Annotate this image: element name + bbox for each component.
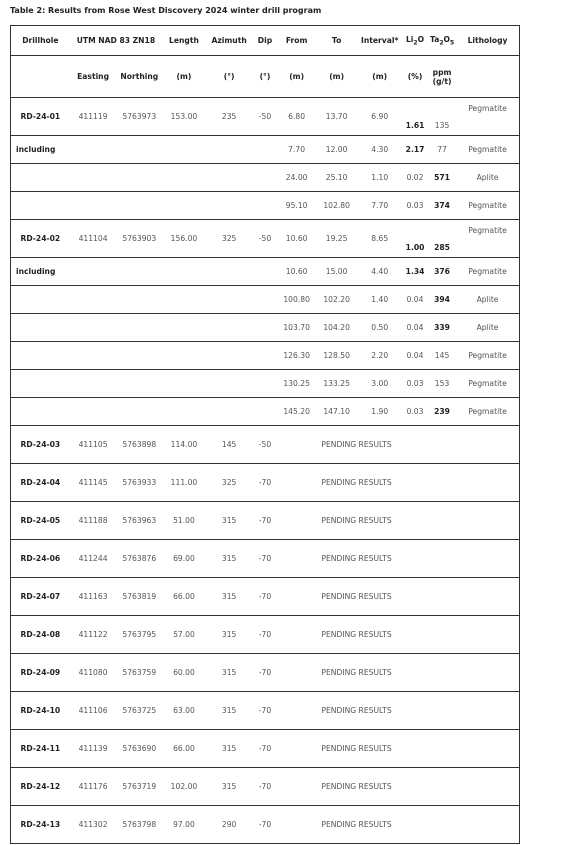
drillhole-cell: RD-24-03 [11, 426, 70, 464]
drillhole-cell: RD-24-01 [11, 98, 70, 136]
units-ta2o5: ppm (g/t) [428, 56, 456, 98]
table-row [11, 220, 520, 258]
ta2o5-cell: 394 [428, 286, 456, 314]
li2o-cell: 1.34 [402, 258, 428, 286]
ta2o5-cell: 374 [428, 192, 456, 220]
pending-rows [11, 426, 520, 844]
table-row [11, 164, 520, 192]
li2o-cell: 0.04 [402, 286, 428, 314]
header-row [11, 26, 520, 56]
easting-cell: 411145 [70, 464, 117, 502]
from-cell: 10.60 [277, 220, 315, 258]
table-row [11, 654, 520, 692]
pending-status: PENDING RESULTS [277, 806, 519, 844]
length-cell: 66.00 [162, 730, 206, 768]
ta2o5-cell: 239 [428, 398, 456, 426]
length-cell: 57.00 [162, 616, 206, 654]
units-northing: Northing [116, 56, 162, 98]
header-utm: UTM NAD 83 ZN18 [70, 26, 162, 56]
easting-cell: 411188 [70, 502, 117, 540]
length-cell: 97.00 [162, 806, 206, 844]
northing-cell: 5763719 [116, 768, 162, 806]
drillhole-cell: RD-24-06 [11, 540, 70, 578]
pending-status: PENDING RESULTS [277, 502, 519, 540]
easting-cell: 411106 [70, 692, 117, 730]
units-interval: (m) [357, 56, 402, 98]
units-length: (m) [162, 56, 206, 98]
easting-cell: 411302 [70, 806, 117, 844]
to-cell: 25.10 [316, 164, 358, 192]
interval-cell: 4.30 [357, 136, 402, 164]
from-cell: 126.30 [277, 342, 315, 370]
northing-cell: 5763963 [116, 502, 162, 540]
to-cell: 128.50 [316, 342, 358, 370]
length-cell: 51.00 [162, 502, 206, 540]
ta2o5-cell: 376 [428, 258, 456, 286]
dip-cell: -70 [253, 806, 278, 844]
table-row [11, 426, 520, 464]
including-label: including [11, 136, 278, 164]
pending-status: PENDING RESULTS [277, 730, 519, 768]
interval-cell: 8.65 [357, 220, 402, 258]
azimuth-cell: 145 [206, 426, 253, 464]
li2o-cell: 0.03 [402, 192, 428, 220]
table-row [11, 730, 520, 768]
empty-cell [11, 164, 278, 192]
to-cell: 147.10 [316, 398, 358, 426]
li2o-cell: 0.03 [402, 398, 428, 426]
northing-cell: 5763933 [116, 464, 162, 502]
pending-status: PENDING RESULTS [277, 426, 519, 464]
from-cell: 100.80 [277, 286, 315, 314]
azimuth-cell: 315 [206, 502, 253, 540]
ta2o5-cell: 571 [428, 164, 456, 192]
interval-cell: 6.90 [357, 98, 402, 136]
azimuth-cell: 235 [206, 98, 253, 136]
table-row [11, 192, 520, 220]
lithology-cell: Aplite [456, 314, 519, 342]
header-li2o: $Li_2O$ [402, 26, 428, 56]
header-drillhole: Drillhole [11, 26, 70, 56]
to-cell: 13.70 [316, 98, 358, 136]
from-cell: 145.20 [277, 398, 315, 426]
northing-cell: 5763898 [116, 426, 162, 464]
to-cell: 102.80 [316, 192, 358, 220]
from-cell: 103.70 [277, 314, 315, 342]
lithology-cell: Aplite [456, 164, 519, 192]
drillhole-cell: RD-24-05 [11, 502, 70, 540]
length-cell: 60.00 [162, 654, 206, 692]
units-lithology [456, 56, 519, 98]
lithology-cell: Pegmatite [456, 370, 519, 398]
header-to: To [316, 26, 358, 56]
header-length: Length [162, 26, 206, 56]
easting-cell: 411080 [70, 654, 117, 692]
dip-cell: -70 [253, 730, 278, 768]
easting-cell: 411105 [70, 426, 117, 464]
dip-cell: -70 [253, 616, 278, 654]
li2o-cell: 1.61 [402, 98, 428, 136]
dip-cell: -70 [253, 540, 278, 578]
units-from: (m) [277, 56, 315, 98]
empty-cell [11, 192, 278, 220]
interval-cell: 3.00 [357, 370, 402, 398]
from-cell: 130.25 [277, 370, 315, 398]
dip-cell: -50 [253, 426, 278, 464]
dip-cell: -70 [253, 654, 278, 692]
lithology-cell: Aplite [456, 286, 519, 314]
to-cell: 12.00 [316, 136, 358, 164]
units-to: (m) [316, 56, 358, 98]
lithology-cell: Pegmatite [456, 258, 519, 286]
lithology-cell: Pegmatite [456, 136, 519, 164]
table-row [11, 578, 520, 616]
table-row [11, 692, 520, 730]
ta2o5-cell: 135 [428, 98, 456, 136]
easting-cell: 411139 [70, 730, 117, 768]
drillhole-cell: RD-24-08 [11, 616, 70, 654]
lithology-cell: Pegmatite [456, 398, 519, 426]
azimuth-cell: 290 [206, 806, 253, 844]
azimuth-cell: 315 [206, 654, 253, 692]
units-li2o: (%) [402, 56, 428, 98]
lithology-cell: Pegmatite [456, 220, 519, 258]
northing-cell: 5763973 [116, 98, 162, 136]
table-row [11, 398, 520, 426]
table-row [11, 806, 520, 844]
table-row [11, 342, 520, 370]
drillhole-cell: RD-24-13 [11, 806, 70, 844]
azimuth-cell: 315 [206, 578, 253, 616]
header-dip: Dip [253, 26, 278, 56]
li2o-cell: 0.04 [402, 314, 428, 342]
dip-cell: -70 [253, 692, 278, 730]
ta2o5-cell: 285 [428, 220, 456, 258]
drillhole-cell: RD-24-12 [11, 768, 70, 806]
northing-cell: 5763759 [116, 654, 162, 692]
interval-cell: 1.10 [357, 164, 402, 192]
drillhole-cell: RD-24-07 [11, 578, 70, 616]
interval-cell: 4.40 [357, 258, 402, 286]
dip-cell: -70 [253, 768, 278, 806]
drillhole-cell: RD-24-09 [11, 654, 70, 692]
northing-cell: 5763725 [116, 692, 162, 730]
drillhole-cell: RD-24-11 [11, 730, 70, 768]
interval-cell: 1.90 [357, 398, 402, 426]
northing-cell: 5763903 [116, 220, 162, 258]
pending-status: PENDING RESULTS [277, 540, 519, 578]
easting-cell: 411176 [70, 768, 117, 806]
northing-cell: 5763798 [116, 806, 162, 844]
interval-cell: 1.40 [357, 286, 402, 314]
units-azimuth: (°) [206, 56, 253, 98]
dip-cell: -50 [253, 220, 278, 258]
header-interval: Interval* [357, 26, 402, 56]
empty-cell [11, 286, 278, 314]
interval-cell: 7.70 [357, 192, 402, 220]
northing-cell: 5763795 [116, 616, 162, 654]
table-row [11, 314, 520, 342]
azimuth-cell: 315 [206, 540, 253, 578]
header-lithology: Lithology [456, 26, 519, 56]
dip-cell: -70 [253, 578, 278, 616]
azimuth-cell: 325 [206, 220, 253, 258]
length-cell: 111.00 [162, 464, 206, 502]
interval-cell: 0.50 [357, 314, 402, 342]
length-cell: 66.00 [162, 578, 206, 616]
table-row [11, 98, 520, 136]
table-row [11, 540, 520, 578]
units-row [11, 56, 520, 98]
azimuth-cell: 315 [206, 616, 253, 654]
dip-cell: -70 [253, 502, 278, 540]
azimuth-cell: 315 [206, 692, 253, 730]
pending-status: PENDING RESULTS [277, 654, 519, 692]
table-row [11, 616, 520, 654]
azimuth-cell: 315 [206, 730, 253, 768]
length-cell: 69.00 [162, 540, 206, 578]
to-cell: 102.20 [316, 286, 358, 314]
empty-cell [11, 398, 278, 426]
from-cell: 24.00 [277, 164, 315, 192]
length-cell: 153.00 [162, 98, 206, 136]
header-azimuth: Azimuth [206, 26, 253, 56]
units-dip: (°) [253, 56, 278, 98]
lithology-cell: Pegmatite [456, 192, 519, 220]
li2o-cell: 1.00 [402, 220, 428, 258]
table-row [11, 136, 520, 164]
azimuth-cell: 315 [206, 768, 253, 806]
lithology-cell: Pegmatite [456, 98, 519, 136]
table-row [11, 258, 520, 286]
table-row [11, 768, 520, 806]
northing-cell: 5763819 [116, 578, 162, 616]
dip-cell: -70 [253, 464, 278, 502]
empty-cell [11, 342, 278, 370]
northing-cell: 5763876 [116, 540, 162, 578]
to-cell: 19.25 [316, 220, 358, 258]
table-row [11, 464, 520, 502]
including-label: including [11, 258, 278, 286]
header-ta2o5: $Ta_2O_5$ [428, 26, 456, 56]
drillhole-cell: RD-24-10 [11, 692, 70, 730]
drillhole-cell: RD-24-04 [11, 464, 70, 502]
pending-status: PENDING RESULTS [277, 616, 519, 654]
drillhole-cell: RD-24-02 [11, 220, 70, 258]
easting-cell: 411119 [70, 98, 117, 136]
table-row [11, 370, 520, 398]
ta2o5-cell: 339 [428, 314, 456, 342]
table-row [11, 502, 520, 540]
drill-results-table [10, 25, 520, 844]
to-cell: 133.25 [316, 370, 358, 398]
ta2o5-cell: 145 [428, 342, 456, 370]
length-cell: 102.00 [162, 768, 206, 806]
lithology-cell: Pegmatite [456, 342, 519, 370]
li2o-cell: 2.17 [402, 136, 428, 164]
from-cell: 10.60 [277, 258, 315, 286]
table-caption: Table 2: Results from Rose West Discovery 2024 winter drill program [10, 6, 322, 15]
li2o-cell: 0.04 [402, 342, 428, 370]
li2o-cell: 0.03 [402, 370, 428, 398]
table-row [11, 286, 520, 314]
units-drillhole [11, 56, 70, 98]
units-easting: Easting [70, 56, 117, 98]
easting-cell: 411104 [70, 220, 117, 258]
li2o-cell: 0.02 [402, 164, 428, 192]
to-cell: 15.00 [316, 258, 358, 286]
pending-status: PENDING RESULTS [277, 768, 519, 806]
pending-status: PENDING RESULTS [277, 578, 519, 616]
easting-cell: 411244 [70, 540, 117, 578]
ta2o5-cell: 77 [428, 136, 456, 164]
dip-cell: -50 [253, 98, 278, 136]
empty-cell [11, 314, 278, 342]
northing-cell: 5763690 [116, 730, 162, 768]
to-cell: 104.20 [316, 314, 358, 342]
header-from: From [277, 26, 315, 56]
from-cell: 95.10 [277, 192, 315, 220]
interval-cell: 2.20 [357, 342, 402, 370]
pending-status: PENDING RESULTS [277, 692, 519, 730]
pending-status: PENDING RESULTS [277, 464, 519, 502]
empty-cell [11, 370, 278, 398]
easting-cell: 411163 [70, 578, 117, 616]
from-cell: 7.70 [277, 136, 315, 164]
length-cell: 156.00 [162, 220, 206, 258]
from-cell: 6.80 [277, 98, 315, 136]
length-cell: 63.00 [162, 692, 206, 730]
easting-cell: 411122 [70, 616, 117, 654]
azimuth-cell: 325 [206, 464, 253, 502]
length-cell: 114.00 [162, 426, 206, 464]
ta2o5-cell: 153 [428, 370, 456, 398]
